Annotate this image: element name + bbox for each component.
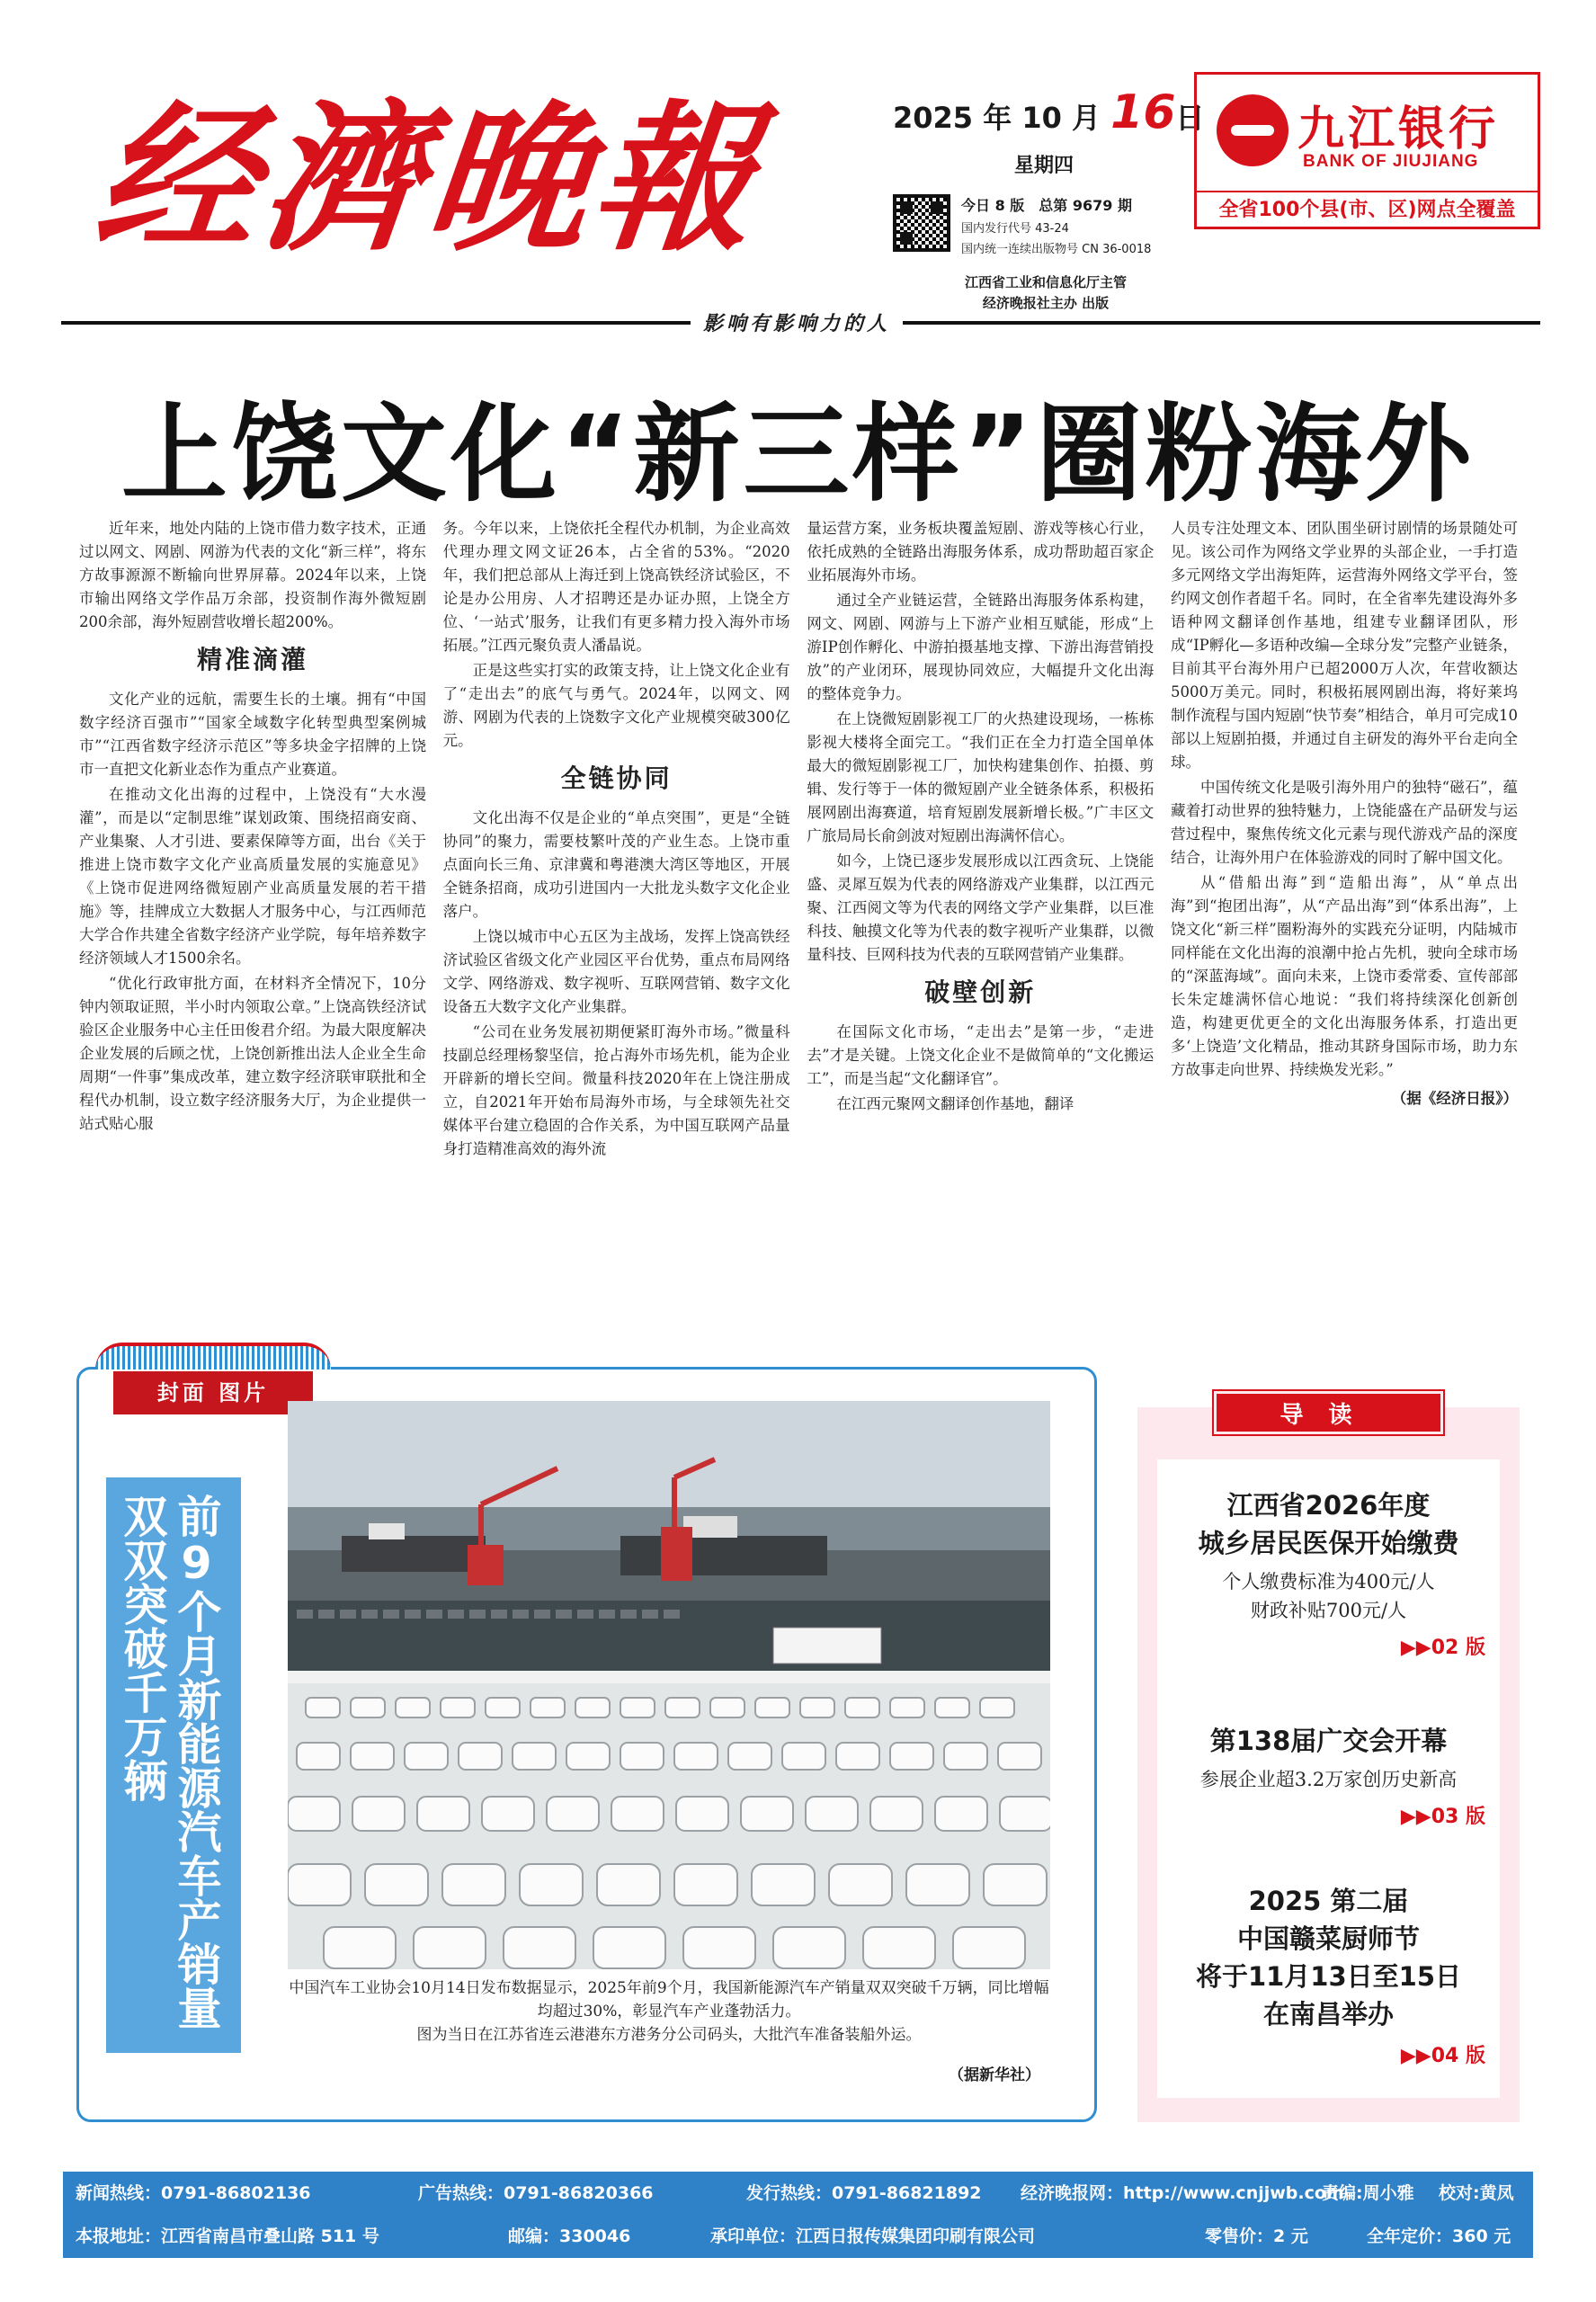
paragraph: 文化出海不仅是企业的“单点突围”，更是“全链协同”的聚力，需要枝繁叶茂的产业生态。上饶市重点面向长三角、京津冀和粤港澳大湾区等地区，开展全链条招商，成功引进国内一大批龙头数字文化企业落户。 bbox=[442, 809, 790, 920]
paragraph: 上饶以城市中心五区为主战场，发挥上饶高铁经济试验区省级文化产业园区平台优势，重点布局网络文学、网络游戏、数字视听、互联网营销、数字文化设备五大数字文化产业集群。 bbox=[442, 928, 790, 1015]
paragraph: 量运营方案，业务板块覆盖短剧、游戏等核心行业，依托成熟的全链路出海服务体系，成功帮助超百家企业拓展海外市场。 bbox=[807, 520, 1155, 584]
guide-page-link[interactable]: ▶▶04 版 bbox=[1400, 2045, 1485, 2067]
guide-item-title: 中国赣菜厨师节 bbox=[1236, 1923, 1420, 1954]
guide-page-link[interactable]: ▶▶02 版 bbox=[1400, 1637, 1485, 1659]
ad-hotline: 广告热线：0791-86820366 bbox=[418, 2183, 654, 2203]
section-heading: 精准滴灌 bbox=[196, 645, 308, 674]
postcode: 邮编：330046 bbox=[508, 2226, 631, 2246]
footer-row-info bbox=[63, 2215, 1533, 2258]
paragraph: 近年来，地处内陆的上饶市借力数字技术，正通过以网文、网剧、网游为代表的文化“新三样”，将东方故事源源不断输向世界屏幕。2024年以来，上饶市输出网络文学作品万余部，投资制作海外微短剧200余部，海外短剧营收增长超200%。 bbox=[79, 520, 426, 630]
caption-line: 中国汽车工业协会10月14日发布数据显示，2025年前9个月，我国新能源汽车产销量双双突破千万辆，同比增幅均超过30%，彰显汽车产业蓬勃活力。 bbox=[289, 1979, 1049, 2021]
paragraph: 通过全产业链运营，全链路出海服务体系构建，网文、网剧、网游与上下游产业相互赋能，形成“上游IP创作孵化、中游拍摄基地支撑、下游出海营销投放”的产业闭环，展现协同效应，大幅提升文化出海的整体竞争力。 bbox=[807, 592, 1155, 702]
guide-item[interactable] bbox=[1157, 1486, 1500, 1660]
date-prefix: 2025 年 10 月 bbox=[893, 101, 1111, 135]
main-headline[interactable]: 上饶文化“新三样”圈粉海外 bbox=[120, 392, 1476, 516]
guide-item-subtitle: 参展企业超3.2万家创历史新高 bbox=[1199, 1769, 1458, 1790]
paragraph: 从“借船出海”到“造船出海”，从“单点出海”到“抱团出海”，从“产品出海”到“体系出海”，上饶文化“新三样”圈粉海外的实践充分证明，内陆城市同样能在文化出海的浪潮中抢占先机，驶向全球市场的“深蓝海域”。面向未来，上饶市委常委、宣传部部长朱定雄满怀信心地说：“我们将持续深化创新创造，构建更优更全的文化出海服务体系，打造出更多‘上饶造’文化精品，推动其跻身国际市场，助力东方故事走向世界、持续焕发光彩。” bbox=[1170, 874, 1518, 1078]
paragraph: 人员专注处理文本、团队围坐研讨剧情的场景随处可见。该公司作为网络文学业界的头部企业，一手打造多元网络文学出海矩阵，运营海外网络文学平台，签约网文创作者超千名。同时，在全省率先建设海外多语种网文翻译创作基地，组建专业翻译团队，形成“IP孵化—多语种改编—全球分发”完整产业链条，目前其平台海外用户已超2000万人次，年营收额达5000万美元。同时，积极拓展网剧出海，将好莱坞制作流程与国内短剧“快节奏”相结合，单月可完成10部以上短剧拍摄，并通过自主研发的海外平台走向全球。 bbox=[1170, 520, 1518, 771]
flag-decoration bbox=[95, 1343, 331, 1370]
issue-cn-code: 国内统一连续出版物号 CN 36-0018 bbox=[961, 243, 1152, 256]
bank-slogan: 全省100个县(市、区)网点全覆盖 bbox=[1197, 191, 1538, 227]
cover-photo-box bbox=[76, 1367, 1097, 2122]
lead-article bbox=[79, 517, 1518, 1290]
proofreader: 校对:黄凤 bbox=[1439, 2183, 1514, 2203]
paragraph: 文化产业的远航，需要生长的土壤。拥有“中国数字经济百强市”“国家全域数字化转型典型案例城市”“江西省数字经济示范区”等多块金字招牌的上饶市一直把文化新业态作为重点产业赛道。 bbox=[79, 691, 426, 778]
masthead bbox=[61, 49, 1540, 337]
publisher-host: 经济晚报社主办 出版 bbox=[982, 294, 1110, 311]
article-column-2 bbox=[443, 517, 790, 1290]
guide-page-link[interactable]: ▶▶03 版 bbox=[1400, 1806, 1485, 1828]
paragraph: 如今，上饶已逐步发展形成以江西贪玩、上饶能盛、灵犀互娱为代表的网络游戏产业集群，以江西元聚、江西阅文等为代表的网络文学产业集群，以巨准科技、触摸文化等为代表的数字视听产业集群，以微量科技、巨网科技为代表的互联网营销产业集群。 bbox=[807, 852, 1155, 963]
guide-tab: 导读 bbox=[1214, 1391, 1443, 1434]
paragraph: 在推动文化出海的过程中，上饶没有“大水漫灌”，而是以“定制思维”谋划政策、围绕招商安商、产业集聚、人才引进、要素保障等方面，出台《关于推进上饶市数字文化产业高质量发展的实施意见》《上饶市促进网络微短剧产业高质量发展的若干措施》等，挂牌成立大数据人才服务中心，与江西师范大学合作共建全省数字经济产业学院，每年培养数字经济领域人才1500余名。 bbox=[79, 786, 426, 967]
caption-line: 图为当日在江苏省连云港港东方港务分公司码头，大批汽车准备装船外运。 bbox=[416, 2026, 922, 2044]
bank-name: 九江银行 bbox=[1297, 102, 1500, 156]
guide-item-title: 2025 第二届 bbox=[1248, 1886, 1409, 1916]
guide-item-title: 第138届广交会开幕 bbox=[1209, 1726, 1448, 1756]
article-column-1 bbox=[79, 517, 426, 1290]
bank-logo-icon bbox=[1217, 94, 1288, 166]
paragraph: “公司在业务发展初期便紧盯海外市场。”微量科技副总经理杨黎坚信，抢占海外市场先机，能为企业开辟新的增长空间。微量科技2020年在上饶注册成立，自2021年开始布局海外市场，与全球领先社交媒体平台建立稳固的合作关系，为中国互联网产品量身打造精准高效的海外流 bbox=[442, 1023, 790, 1157]
guide-item-title: 江西省2026年度 bbox=[1226, 1490, 1431, 1521]
guide-item-title: 将于11月13日至15日 bbox=[1195, 1961, 1462, 1992]
article-column-3 bbox=[807, 517, 1154, 1290]
paragraph: 务。今年以来，上饶依托全程代办机制，为企业高效代理办理文网文证26本，占全省的53%。“2020年，我们把总部从上海迁到上饶高铁经济试验区，不论是办公用房、人才招聘还是办证办照，上饶全方位、‘一站式’服务，让我们有更多精力投入海外市场拓展。”江西元聚负责人潘晶说。 bbox=[442, 520, 790, 654]
issue-pages: 今日 8 版 总第 9679 期 bbox=[961, 197, 1132, 214]
editor: 责编:周小雅 bbox=[1322, 2183, 1414, 2203]
masthead-slogan: 影响有影响力的人 bbox=[691, 308, 903, 336]
guide-list bbox=[1157, 1459, 1500, 2098]
photo-caption bbox=[288, 1976, 1050, 2047]
publisher-supervisor: 江西省工业和信息化厅主管 bbox=[964, 274, 1127, 290]
guide-item[interactable] bbox=[1157, 1722, 1500, 1829]
bank-ad[interactable] bbox=[1194, 72, 1540, 229]
paragraph: 在江西元聚网文翻译创作基地，翻译 bbox=[836, 1095, 1074, 1112]
section-heading: 破壁创新 bbox=[924, 977, 1037, 1007]
publisher-info bbox=[929, 272, 1163, 313]
retail-price: 零售价：2 元 bbox=[1205, 2226, 1308, 2246]
paragraph: “优化行政审批方面，在材料齐全情况下，10分钟内领取证照，半小时内领取公章。”上饶高铁经济试验区企业服务中心主任田俊君介绍。为最大限度解决企业发展的后顾之忧，上饶创新推出法人企业全生命周期“一件事”集成改革，建立数字经济联审联批和全程代办机制，设立数字经济服务大厅，为企业提供一站式贴心服 bbox=[79, 975, 426, 1132]
footer-row-contacts bbox=[63, 2172, 1533, 2215]
news-hotline: 新闻热线：0791-86802136 bbox=[76, 2183, 311, 2203]
weekday: 星期四 bbox=[1014, 155, 1074, 177]
bank-name-en: BANK OF JIUJIANG bbox=[1303, 152, 1479, 171]
printer: 承印单位：江西日报传媒集团印刷有限公司 bbox=[710, 2226, 1036, 2246]
caption-source: （据新华社） bbox=[949, 2066, 1040, 2084]
port-cars-photo[interactable] bbox=[288, 1401, 1050, 1969]
office-address: 本报地址：江西省南昌市叠山路 511 号 bbox=[76, 2226, 379, 2246]
guide-item-subtitle: 财政补贴700元/人 bbox=[1250, 1600, 1407, 1621]
annual-price: 全年定价：360 元 bbox=[1367, 2226, 1511, 2246]
guide-panel bbox=[1137, 1402, 1520, 2122]
paragraph: 正是这些实打实的政策支持，让上饶文化企业有了“走出去”的底气与勇气。2024年，以网文、网游、网剧为代表的上饶数字文化产业规模突破300亿元。 bbox=[442, 662, 790, 749]
date-block bbox=[893, 85, 1235, 313]
paragraph: 在国际文化市场，“走出去”是第一步，“走进去”才是关键。上饶文化企业不是做简单的“文化搬运工”，而是当起“文化翻译官”。 bbox=[807, 1023, 1155, 1087]
paragraph: 中国传统文化是吸引海外用户的独特“磁石”，蕴藏着打动世界的独特魅力，上饶能盛在产品研发与运营过程中，聚焦传统文化元素与现代游戏产品的深度结合，让海外用户在体验游戏的同时了解中国文化。 bbox=[1170, 779, 1518, 866]
issue-info bbox=[893, 194, 1235, 256]
cover-photo-label: 封面 图片 bbox=[113, 1371, 313, 1414]
issue-dist-code: 国内发行代号 43-24 bbox=[961, 222, 1069, 236]
footer-bar bbox=[63, 2172, 1533, 2258]
guide-item-title: 在南昌举办 bbox=[1262, 1999, 1394, 2030]
photo-illustration bbox=[288, 1401, 1050, 1969]
distribution-hotline: 发行热线：0791-86821892 bbox=[746, 2183, 982, 2203]
article-column-4 bbox=[1171, 517, 1518, 1290]
date-suffix: 日 bbox=[1175, 101, 1205, 135]
guide-item-subtitle: 个人缴费标准为400元/人 bbox=[1222, 1571, 1435, 1593]
newspaper-logo: 经濟晚報 bbox=[87, 85, 770, 272]
cover-photo-title[interactable]: 前9个月新能源汽车产销量双双突破千万辆 bbox=[106, 1477, 241, 2053]
article-source: （据《经济日报》） bbox=[1391, 1090, 1518, 1107]
section-heading: 全链协同 bbox=[560, 763, 673, 793]
paragraph: 在上饶微短剧影视工厂的火热建设现场，一栋栋影视大楼将全面完工。“我们正在全力打造全国单体最大的微短剧影视工厂，加快构建集创作、拍摄、剪辑、发行等于一体的微短剧产业全链条体系，积极拓展网剧出海赛道，培育短剧发展新增长极。”广丰区文广旅局局长俞剑波对短剧出海满怀信心。 bbox=[807, 710, 1155, 844]
guide-item-title: 城乡居民医保开始缴费 bbox=[1198, 1528, 1459, 1558]
issue-date bbox=[893, 85, 1235, 139]
qr-code-icon[interactable] bbox=[893, 194, 950, 252]
guide-item[interactable] bbox=[1157, 1882, 1500, 2068]
date-day: 16 bbox=[1110, 85, 1176, 139]
website-link[interactable]: 经济晚报网：http://www.cnjjwb.com bbox=[1021, 2183, 1344, 2203]
